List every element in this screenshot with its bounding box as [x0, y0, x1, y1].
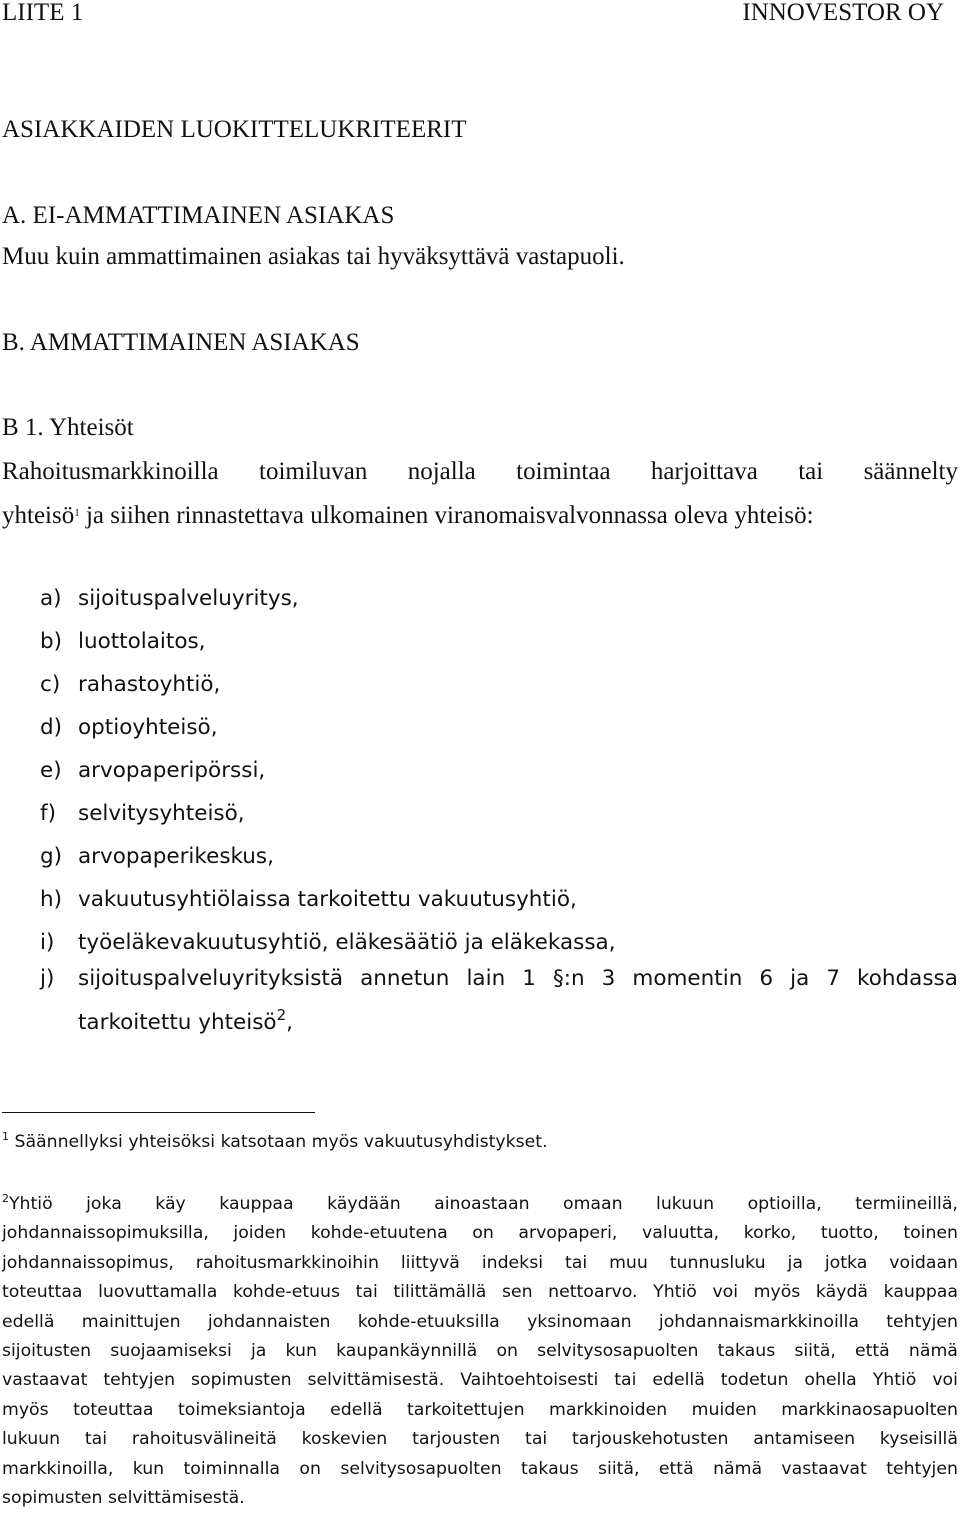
footnote-2-word: $^2$Yhtiö	[2, 1192, 53, 1214]
footnote-2-word: tilittämällä	[393, 1282, 487, 1303]
footnote-2-word: ohella	[804, 1370, 857, 1391]
footnote-2-word: käydään	[327, 1194, 401, 1214]
list-item	[40, 672, 220, 697]
list-item-text: sijoituspalveluyritys,	[78, 586, 299, 611]
page-header-right: INNOVESTOR OY	[742, 0, 944, 26]
list-item	[40, 801, 245, 826]
footnote-2-word: nämä	[713, 1458, 763, 1479]
footnote-2-word: toimeksiantoja	[177, 1399, 306, 1420]
footnote-2-word: optioilla,	[747, 1194, 822, 1214]
list-item-marker: h)	[40, 887, 63, 912]
footnote-2-word: sen	[501, 1282, 533, 1303]
footnote-2-word: todetun	[720, 1370, 789, 1391]
footnote-2-word: kauppaa	[883, 1282, 958, 1303]
footnote-2-word: lukuun	[656, 1194, 715, 1214]
footnote-2-line	[2, 1459, 958, 1479]
item-j-word: 7	[826, 966, 840, 991]
footnote-2-word: tai	[614, 1370, 637, 1391]
footnote-2-word: myös	[2, 1399, 49, 1420]
item-j-word: 3	[601, 966, 616, 991]
footnote-2-word: luovuttamalla	[98, 1282, 218, 1303]
footnote-2-word: tehtyjen	[886, 1311, 958, 1332]
footnote-ref-1: 1	[74, 507, 80, 519]
footnote-2-word: edellä	[330, 1399, 383, 1420]
list-item-marker: f)	[40, 801, 56, 826]
footnote-2-word: markkinaosapuolten	[781, 1399, 958, 1420]
section-a-text: Muu kuin ammattimainen asiakas tai hyväksyttävä vastapuoli.	[2, 243, 625, 270]
footnote-2-word: tai	[564, 1252, 588, 1273]
footnote-2-marker: 2	[2, 1192, 9, 1205]
item-j-word: ja	[790, 966, 810, 991]
footnote-2-word: kyseisillä	[879, 1429, 958, 1450]
footnote-2-word: omaan	[563, 1194, 623, 1214]
list-item-marker: d)	[40, 715, 63, 740]
list-item-j-line1	[78, 966, 958, 991]
intro-word: Rahoitusmarkkinoilla	[2, 458, 219, 485]
footnote-2-word: muu	[609, 1252, 648, 1273]
item-j-text-pre: tarkoitettu yhteisö	[78, 1010, 277, 1035]
footnote-2-word: kun	[285, 1341, 317, 1361]
footnote-2-word: tarjouskehotusten	[572, 1429, 729, 1450]
footnote-2-word: edellä	[2, 1311, 55, 1332]
footnote-2-line	[2, 1370, 958, 1390]
item-j-word: 1	[522, 966, 536, 991]
footnote-2-word: liittyvä	[400, 1252, 460, 1273]
section-b-heading: B. AMMATTIMAINEN ASIAKAS	[2, 329, 360, 356]
footnote-2-word: rahoitusmarkkinoihin	[195, 1252, 379, 1273]
footnote-2-word: kohde-etuuksilla	[357, 1311, 500, 1332]
list-item-text: optioyhteisö,	[78, 715, 218, 740]
list-item-text: rahastoyhtiö,	[78, 672, 221, 697]
footnote-2-word: siitä,	[598, 1458, 640, 1479]
list-item	[40, 629, 206, 654]
section-b1-intro-line1	[2, 458, 958, 486]
list-item	[40, 586, 299, 611]
intro-word: tai	[798, 458, 824, 485]
footnote-2-word: johdannaissopimuksilla,	[2, 1223, 209, 1244]
footnote-2-word: valuutta,	[642, 1223, 720, 1244]
intro-word: nojalla	[407, 458, 476, 485]
footnote-2-word: johdannaissopimus,	[2, 1252, 174, 1273]
list-item-text: selvitysyhteisö,	[78, 801, 245, 826]
footnote-2-line	[2, 1194, 958, 1214]
footnote-2-word: toteuttaa	[73, 1399, 154, 1420]
footnote-2-word: rahoitusvälineitä	[131, 1429, 277, 1450]
list-item	[40, 758, 265, 783]
footnote-2-line	[2, 1429, 958, 1449]
footnote-2-word: toteuttaa	[2, 1282, 83, 1303]
footnote-2-word: johdannaismarkkinoilla	[658, 1311, 859, 1332]
footnote-2-last-line: sopimusten selvittämisestä.	[2, 1488, 245, 1508]
item-j-word: sijoituspalveluyrityksistä	[78, 966, 344, 991]
intro-text-post: ja siihen rinnastettava ulkomainen viranomaisvalvonnassa oleva yhteisö:	[79, 502, 814, 529]
footnote-2-word: Yhtiö	[872, 1370, 917, 1391]
footnote-2-word: voi	[712, 1282, 739, 1303]
footnote-2-word: muiden	[691, 1399, 757, 1420]
list-item-marker: i)	[40, 930, 55, 955]
footnote-2-word: antamiseen	[753, 1429, 856, 1450]
footnote-2-word: lukuun	[2, 1429, 61, 1450]
footnote-2-word: tarjousten	[412, 1429, 501, 1450]
footnote-2-word: nettoarvo.	[548, 1282, 638, 1303]
footnote-2-word: nämä	[908, 1341, 958, 1361]
footnote-2-word: myös	[753, 1282, 801, 1303]
footnote-2-word: sopimusten	[191, 1370, 292, 1391]
footnote-2-word: toiminnalla	[183, 1458, 281, 1479]
footnote-2-word: markkinoiden	[548, 1399, 668, 1420]
list-item-text: työeläkevakuutusyhtiö, eläkesäätiö ja eläkekassa,	[78, 930, 616, 955]
footnote-2-word: edellä	[652, 1370, 705, 1391]
list-item-marker: a)	[40, 586, 62, 611]
footnote-2-word: toinen	[903, 1223, 958, 1244]
footnote-2-word: jotka	[824, 1252, 868, 1273]
footnote-2-word: vastaavat	[2, 1370, 88, 1391]
footnote-2-word: selvitysosapuolten	[537, 1341, 699, 1361]
item-j-word: kohdassa	[857, 966, 958, 991]
footnote-2-word: korko,	[743, 1223, 797, 1244]
footnote-2-word: ainoastaan	[434, 1194, 530, 1214]
footnote-2-word: tehtyjen	[886, 1458, 958, 1479]
list-item-text: arvopaperipörssi,	[78, 758, 266, 783]
list-item	[40, 844, 274, 869]
footnote-2-word: joka	[86, 1194, 122, 1214]
footnote-2-line	[2, 1400, 958, 1420]
item-j-word: lain	[466, 966, 506, 991]
footnote-2-word: markkinoilla,	[2, 1458, 114, 1479]
footnote-1	[2, 1132, 548, 1152]
intro-text-pre: yhteisö	[2, 502, 75, 529]
footnote-2-word: tarkoitettujen	[407, 1399, 525, 1420]
footnote-2-word: tai	[355, 1282, 378, 1303]
footnote-2-word: Vaihtoehtoisesti	[460, 1370, 599, 1391]
item-j-word: 6	[759, 966, 774, 991]
section-b1-heading: B 1. Yhteisöt	[2, 414, 134, 441]
footnote-2-word: sijoitusten	[2, 1341, 92, 1361]
footnote-2-word: koskevien	[301, 1429, 388, 1450]
footnote-2-word: Yhtiö	[653, 1282, 697, 1303]
footnote-2-word: arvopaperi,	[518, 1223, 618, 1244]
footnote-2-line	[2, 1341, 958, 1361]
footnote-2-word: on	[496, 1341, 518, 1361]
footnote-2-line	[2, 1223, 958, 1243]
footnote-2-word: selvittämisestä.	[307, 1370, 445, 1391]
list-item-marker: b)	[40, 629, 63, 654]
intro-word: toimiluvan	[259, 458, 368, 485]
footnote-2-word: voi	[932, 1370, 958, 1391]
footnote-2-word: tuotto,	[820, 1223, 879, 1244]
list-item-j-line2	[78, 1006, 293, 1035]
page-header-left: LIITE 1	[2, 0, 84, 26]
intro-word: harjoittava	[650, 458, 758, 485]
footnote-2-word: takaus	[717, 1341, 776, 1361]
footnote-divider	[2, 1112, 315, 1113]
footnote-2-line	[2, 1253, 958, 1273]
footnote-2-word: voidaan	[889, 1252, 958, 1273]
footnote-2-word: mainittujen	[81, 1311, 181, 1332]
list-item-text: luottolaitos,	[78, 629, 206, 654]
intro-word: toimintaa	[516, 458, 611, 485]
list-item	[40, 930, 616, 955]
footnote-1-text: Säännellyksi yhteisöksi katsotaan myös vakuutusyhdistykset.	[14, 1132, 548, 1152]
item-j-word: momentin	[632, 966, 743, 991]
footnote-2-word: on	[299, 1458, 321, 1479]
footnote-2-word: kun	[132, 1458, 165, 1479]
footnote-2-word: että	[658, 1458, 694, 1479]
footnote-2-line	[2, 1282, 958, 1302]
section-a-heading: A. EI-AMMATTIMAINEN ASIAKAS	[2, 202, 395, 229]
footnote-2-word: suojaamiseksi	[110, 1341, 232, 1361]
list-item-marker: e)	[40, 758, 62, 783]
list-item	[40, 715, 218, 740]
footnote-2-word: että	[854, 1341, 890, 1361]
list-item-marker: g)	[40, 844, 63, 869]
footnote-2-word: kauppaa	[219, 1194, 294, 1214]
footnote-ref-2: 2	[276, 1006, 287, 1024]
footnote-2-word: joiden	[233, 1223, 287, 1244]
footnote-2-word: takaus	[521, 1458, 579, 1479]
item-j-word: §:n	[552, 966, 585, 991]
section-b1-intro-line2	[2, 502, 814, 530]
item-j-word: annetun	[360, 966, 450, 991]
list-item-text: arvopaperikeskus,	[78, 844, 274, 869]
list-item-marker: c)	[40, 672, 61, 697]
footnote-2-word: käy	[155, 1194, 186, 1214]
footnote-2-line	[2, 1312, 958, 1332]
footnote-2-word: tunnusluku	[669, 1252, 766, 1273]
footnote-2-word: vastaavat	[781, 1458, 867, 1479]
footnote-2-word: tai	[84, 1429, 108, 1450]
list-item-text: vakuutusyhtiölaissa tarkoitettu vakuutusyhtiö,	[78, 887, 577, 912]
list-item-j-mark: j)	[40, 966, 55, 991]
intro-word: säännelty	[863, 458, 958, 485]
footnote-2-word: tehtyjen	[103, 1370, 176, 1391]
item-j-text-post: ,	[286, 1010, 293, 1035]
footnote-2-word: käydä	[815, 1282, 869, 1303]
footnote-2-word: johdannaisten	[207, 1311, 331, 1332]
footnote-2-word: selvitysosapuolten	[340, 1458, 502, 1479]
footnote-2-word: tai	[525, 1429, 548, 1450]
footnote-2-word: on	[472, 1223, 494, 1244]
footnote-1-marker: 1	[2, 1130, 9, 1143]
list-item	[40, 887, 577, 912]
footnote-2-word: yksinomaan	[527, 1311, 632, 1332]
footnote-2-word: indeksi	[481, 1252, 543, 1273]
document-title: ASIAKKAIDEN LUOKITTELUKRITEERIT	[2, 116, 467, 143]
footnote-2-word: kaupankäynnillä	[336, 1341, 478, 1361]
footnote-2-word: termiineillä,	[855, 1194, 958, 1214]
footnote-2-word: kohde-etuus	[232, 1282, 341, 1303]
footnote-2-word: kohde-etuutena	[310, 1223, 448, 1244]
footnote-2-word: siitä,	[794, 1341, 836, 1361]
footnote-2-word: ja	[250, 1341, 267, 1361]
footnote-2-word: ja	[787, 1252, 803, 1273]
